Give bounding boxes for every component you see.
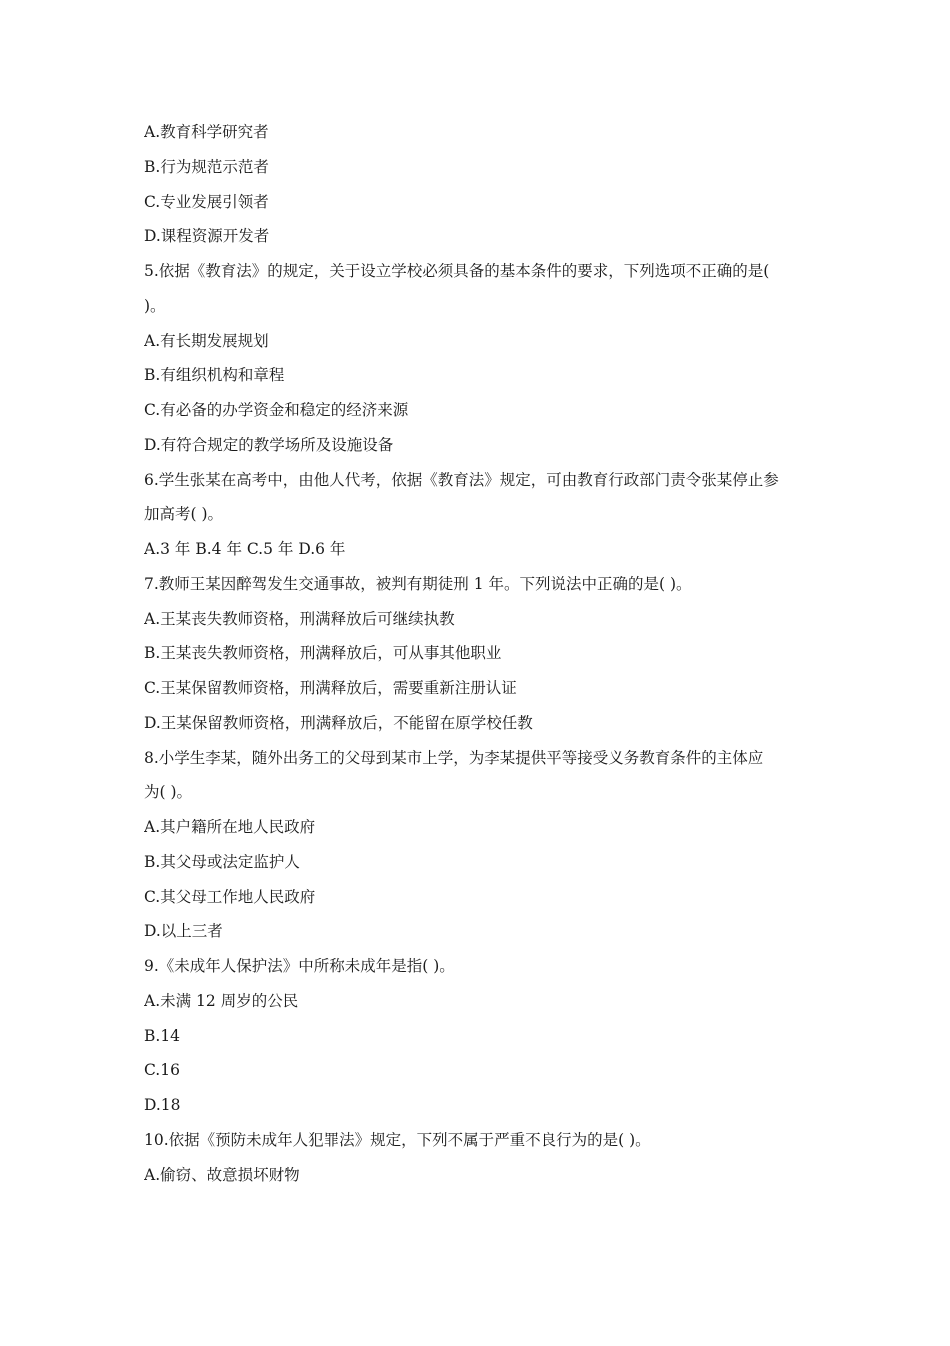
question-7: 7.教师王某因醉驾发生交通事故，被判有期徒刑 1 年。下列说法中正确的是( )。 — [144, 574, 692, 593]
question-content — [144, 115, 824, 1192]
option-line: A.王某丧失教师资格，刑满释放后可继续执教 — [144, 609, 455, 628]
option-line: D.王某保留教师资格，刑满释放后，不能留在原学校任教 — [144, 713, 533, 732]
option-line: A.偷窃、故意损坏财物 — [144, 1165, 300, 1184]
option-line: C.专业发展引领者 — [144, 192, 269, 211]
question-5-continued: )。 — [144, 296, 166, 315]
question-8-continued: 为( )。 — [144, 783, 193, 802]
option-line: A.有长期发展规划 — [144, 331, 269, 350]
option-line: C.其父母工作地人民政府 — [144, 887, 316, 906]
option-line: D.以上三者 — [144, 922, 223, 941]
option-line: C.王某保留教师资格，刑满释放后，需要重新注册认证 — [144, 679, 517, 697]
option-line: C.有必备的办学资金和稳定的经济来源 — [144, 401, 409, 419]
option-line: A.教育科学研究者 — [144, 123, 269, 141]
option-line: B.王某丧失教师资格，刑满释放后，可从事其他职业 — [144, 644, 502, 663]
question-6: 6.学生张某在高考中，由他人代考，依据《教育法》规定，可由教育行政部门责令张某停止参 — [144, 470, 779, 489]
question-9: 9.《未成年人保护法》中所称未成年是指( )。 — [144, 957, 455, 975]
question-8: 8.小学生李某，随外出务工的父母到某市上学，为李某提供平等接受义务教育条件的主体应 — [144, 748, 764, 767]
question-6-continued: 加高考( )。 — [144, 505, 224, 524]
option-line: A.未满 12 周岁的公民 — [144, 991, 299, 1010]
option-line: D.课程资源开发者 — [144, 227, 270, 246]
option-line: A.其户籍所在地人民政府 — [144, 818, 316, 836]
option-line: B.14 — [144, 1026, 181, 1045]
option-line: D.18 — [144, 1096, 181, 1114]
question-10: 10.依据《预防未成年人犯罪法》规定，下列不属于严重不良行为的是( )。 — [144, 1130, 651, 1149]
option-line: B.其父母或法定监护人 — [144, 852, 300, 871]
option-line: B.行为规范示范者 — [144, 157, 269, 176]
option-line: C.16 — [144, 1061, 180, 1080]
option-line: A.3 年 B.4 年 C.5 年 D.6 年 — [144, 540, 346, 558]
question-5: 5.依据《教育法》的规定，关于设立学校必须具备的基本条件的要求，下列选项不正确的是( — [144, 262, 770, 280]
option-line: B.有组织机构和章程 — [144, 366, 285, 385]
option-line: D.有符合规定的教学场所及设施设备 — [144, 435, 394, 454]
